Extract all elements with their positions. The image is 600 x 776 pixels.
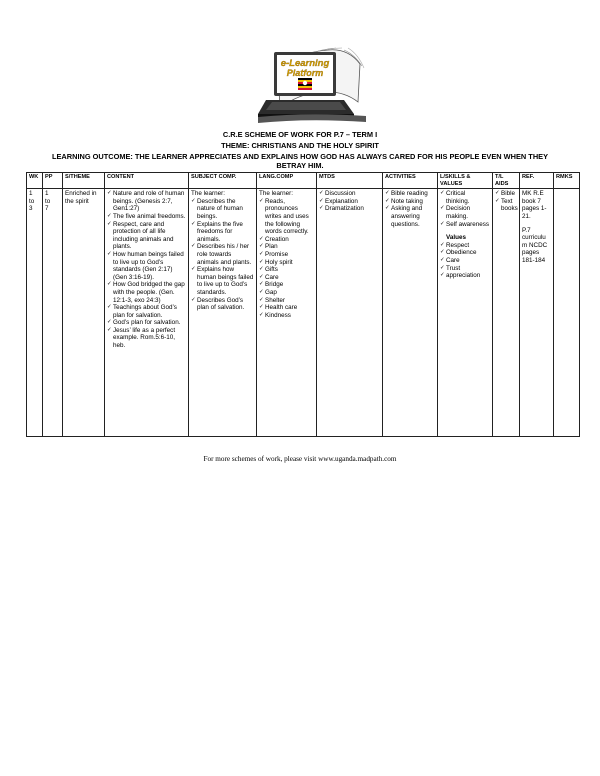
cell-methods [317,189,383,437]
content-item: ✓ How human beings failed to live up to God’s standards (Gen 2:17) (Gen 3:16-19). [107,251,186,281]
lang-item: ✓ Shelter [259,297,314,305]
cell-ref [520,189,554,437]
lang-item: ✓ Plan [259,243,314,251]
header-tl-aids: T/L AIDS [493,173,520,189]
content-item: ✓ God’s plan for salvation. [107,319,186,327]
content-item: ✓ Nature and role of human beings. (Genesis 2:7, Gen1:27) [107,190,186,213]
header-lang-comp: LANG.COMP [257,173,317,189]
method-item: ✓ Discussion [319,190,380,198]
footer-note: For more schemes of work, please visit www.uganda.madpath.com [203,455,397,463]
activity-item: ✓ Bible reading [385,190,435,198]
aid-item: ✓ Bible [495,190,517,198]
content-item: ✓ The five animal freedoms. [107,213,186,221]
cell-subject-comp [189,189,257,437]
skill-item: ✓ Decision making. [440,205,490,220]
cell-pp [43,189,63,437]
content-item: ✓ Jesus’ life as a perfect example. Rom.5:6-10, heb. [107,327,186,350]
values-heading: Values [446,234,466,242]
lang-item: ✓ Reads, pronounces writes and uses the following words correctly. [259,198,314,236]
document-title: C.R.E SCHEME OF WORK FOR P.7 – TERM I [222,130,378,139]
skill-item: ✓ Self awareness [440,221,490,229]
subject-intro: The learner: [191,190,225,198]
logo-text-line1: e-Learning [280,58,330,69]
header-skills-values: L/SKILLS & VALUES [438,173,493,189]
lang-item: ✓ Holy spirit [259,259,314,267]
cell-lang-comp [257,189,317,437]
value-item: ✓ Respect [440,242,490,250]
header-subject-comp: SUBJECT COMP. [189,173,257,189]
subject-item: ✓ Describes the nature of human beings. [191,198,254,221]
lang-item: ✓ Promise [259,251,314,259]
pp-line: 7 [45,205,49,213]
pp-line: 1 [45,190,49,198]
cell-tl-aids [493,189,520,437]
header-wk: WK [27,173,43,189]
cell-remarks [554,189,580,437]
header-remarks: RMKS [554,173,580,189]
e-learning-platform-logo [258,42,368,126]
skill-item: ✓ Critical thinking. [440,190,490,205]
subject-item: ✓ Explains the five freedoms for animals. [191,221,254,244]
header-pp: PP [43,173,63,189]
value-item: ✓ appreciation [440,272,490,280]
wk-line: 1 [29,190,33,198]
content-item: ✓ Teachings about God’s plan for salvation. [107,304,186,319]
header-subtheme: S/THEME [63,173,105,189]
table-header-row [27,173,580,189]
lang-item: ✓ Creation [259,236,314,244]
cell-subtheme: Enriched in the spirit [63,189,105,437]
cell-content [105,189,189,437]
value-item: ✓ Trust [440,265,490,273]
lang-item: ✓ Care [259,274,314,282]
aid-item: ✓ Text books [495,198,517,213]
header-content: CONTENT [105,173,189,189]
scheme-of-work-table [26,172,580,437]
content-item: ✓ How God bridged the gap with the people. (Gen. 12:1-3, exo 24:3) [107,281,186,304]
lang-item: ✓ Bridge [259,281,314,289]
method-item: ✓ Dramatization [319,205,380,213]
subject-item: ✓ Describes God’s plan of salvation. [191,297,254,312]
header-methods: MTDS [317,173,383,189]
activity-item: ✓ Note taking [385,198,435,206]
logo-text-line2: Platform [286,68,324,78]
cell-skills-values [438,189,493,437]
table-row [27,189,580,437]
value-item: ✓ Obedience [440,249,490,257]
learning-outcome: LEARNING OUTCOME: THE LEARNER APPRECIATES AND EXPLAINS HOW GOD HAS ALWAYS CARED FOR HIS PEOPLE EVEN WHEN THEY BETRAY HIM. [51,152,549,170]
lang-item: ✓ Kindness [259,312,314,320]
lang-item: ✓ Gap [259,289,314,297]
lang-item: ✓ Gifts [259,266,314,274]
ref-item: P.7 curriculu m NCDC pages 181-184 [522,226,548,264]
ref-item: MK R.E book 7 pages 1-21. [522,190,547,220]
header-ref: REF. [520,173,554,189]
theme-title: THEME: CHRISTIANS AND THE HOLY SPIRIT [221,141,379,150]
method-item: ✓ Explanation [319,198,380,206]
wk-line: to [29,197,35,205]
header-activities: ACTIVITIES [383,173,438,189]
wk-line: 3 [29,205,33,213]
lang-intro: The learner: [259,190,293,198]
lang-item: ✓ Health care [259,304,314,312]
value-item: ✓ Care [440,257,490,265]
subject-item: ✓ Describes his / her role towards animals and plants. [191,243,254,266]
subject-item: ✓ Explains how human beings failed to live up to God’s standards. [191,266,254,296]
cell-wk [27,189,43,437]
activity-item: ✓ Asking and answering questions. [385,205,435,228]
cell-activities [383,189,438,437]
pp-line: to [45,197,51,205]
content-item: ✓ Respect, care and protection of all life including animals and plants. [107,221,186,251]
